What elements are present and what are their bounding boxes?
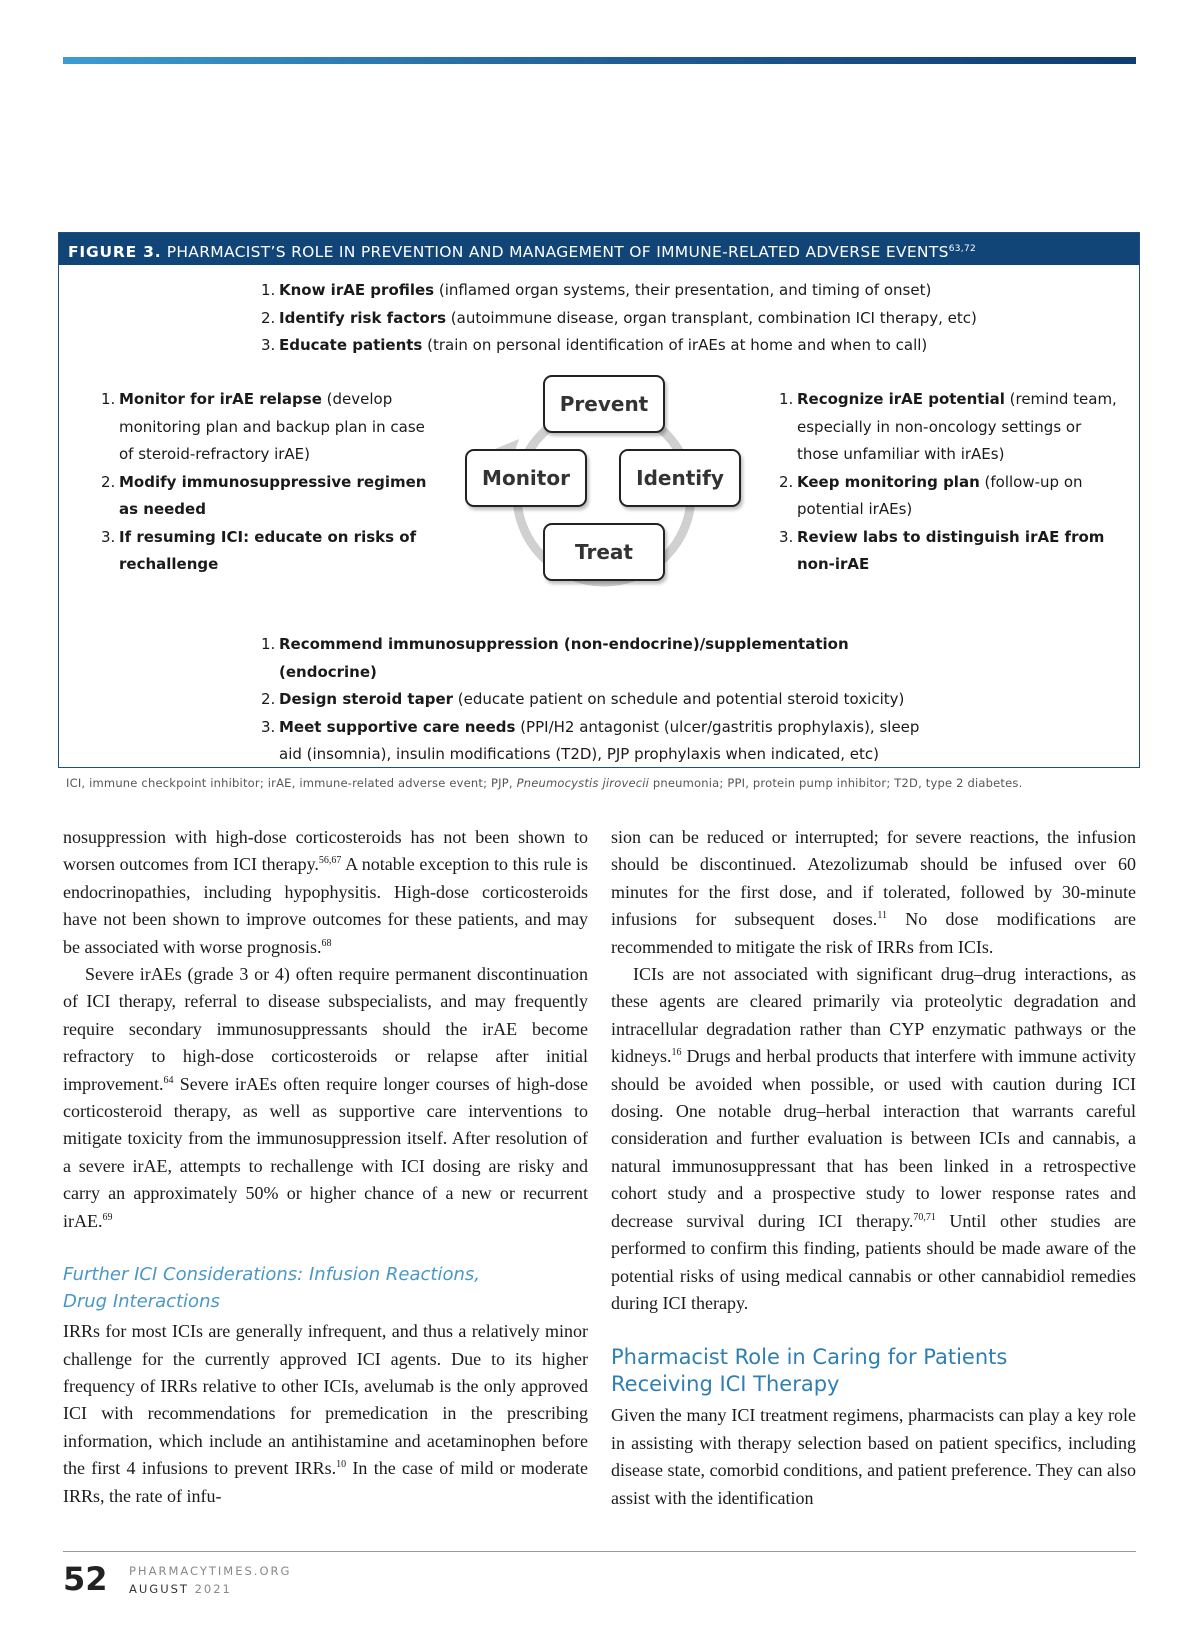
list-item: 1. Recommend immunosuppression (non-endocrine)/supplementation (endocrine): [261, 635, 849, 681]
prevent-identify-treat-monitor-cycle: [459, 383, 749, 607]
list-item: 3. Meet supportive care needs (PPI/H2 antagonist (ulcer/gastritis prophylaxis), sleep aid (insomnia), insulin modifications (T2D), PJP prophylaxis when indicated, etc): [261, 717, 920, 763]
paragraph: Given the many ICI treatment regimens, pharmacists can play a key role in assisting with therapy selection based on patient specifics, including disease state, comorbid conditions, and patient preference. They can also assist with the identification: [611, 1405, 1136, 1508]
list-item: 1. Monitor for irAE relapse (develop monitoring plan and backup plan in case of steroid-refractory irAE): [101, 390, 425, 463]
publication-site: PHARMACYTIMES.ORG: [129, 1564, 292, 1578]
list-item: 2. Design steroid taper (educate patient on schedule and potential steroid toxicity): [261, 690, 905, 708]
list-item: 1. Know irAE profiles (inflamed organ systems, their presentation, and timing of onset): [261, 281, 932, 299]
identify-node: Identify: [619, 449, 741, 507]
list-item: 2. Modify immunosuppressive regimen as needed: [101, 472, 427, 518]
paragraph: sion can be reduced or interrupted; for severe reactions, the infusion should be discontinued. Atezolizumab should be infused over 60 minutes for the first dose, and if tolerated, followed by 30-minute infusions for subsequent doses.$^{11}$ No dose modifications are recommended to mitigate the risk of IRRs from ICIs.: [611, 827, 1136, 957]
figure-3: [58, 232, 1140, 768]
paragraph: IRRs for most ICIs are generally infrequent, and thus a relatively minor challenge for the currently approved ICI agents. Due to its higher frequency of IRRs relative to other ICIs, avelumab is the only approved ICI with recommendations for premedication in the prescribing information, which include an antihistamine and acetaminophen before the first 4 infusions to prevent IRRs.$^{10}$ In the case of mild or moderate IRRs, the rate of infu-: [63, 1321, 588, 1506]
text-column-right: [611, 824, 1136, 1512]
list-item: 3. If resuming ICI: educate on risks of rechallenge: [101, 527, 417, 573]
page-number: 52: [63, 1560, 108, 1598]
section-heading: Pharmacist Role in Caring for Patients Receiving ICI Therapy: [611, 1345, 1008, 1397]
monitor-node: Monitor: [465, 449, 587, 507]
figure-caption: ICI, immune checkpoint inhibitor; irAE, immune-related adverse event; PJP, Pneumocystis jirovecii pneumonia; PPI, protein pump inhibitor; T2D, type 2 diabetes.: [66, 776, 1023, 790]
paragraph: nosuppression with high-dose corticosteroids has not been shown to worsen outcomes from ICI therapy.$^{56,67}$ A notable exception to this rule is endocrinopathies, including hypophysitis. High-dose corticosteroids have not been shown to improve outcomes for these patients, and may be associated with worse prognosis.$^{68}$: [63, 827, 588, 957]
list-item: 2. Keep monitoring plan (follow-up on potential irAEs): [779, 472, 1083, 518]
section-subhead: Further ICI Considerations: Infusion Reactions, Drug Interactions: [63, 1264, 481, 1313]
paragraph: Severe irAEs (grade 3 or 4) often require permanent discontinuation of ICI therapy, referral to disease subspecialists, and may frequently require secondary immunosuppressants should the irAE become refractory to high-dose corticosteroids or relapse after initial improvement.$^{64}$ Severe irAEs often require longer courses of high-dose corticosteroid therapy, as well as supportive care interventions to mitigate toxicity from the immunosuppression itself. After resolution of a severe irAE, attempts to rechallenge with ICI dosing are risky and carry an approximately 50% or higher chance of a new or recurrent irAE.$^{69}$: [63, 964, 588, 1231]
top-accent-bar: [63, 57, 1136, 64]
publication-date: AUGUST 2021: [129, 1582, 232, 1596]
list-item: 3. Educate patients (train on personal identification of irAEs at home and when to call): [261, 336, 928, 354]
treat-list: [261, 631, 941, 769]
list-item: 3. Review labs to distinguish irAE from non-irAE: [779, 527, 1105, 573]
prevent-node: Prevent: [543, 375, 665, 433]
figure-title-refs: 63,72: [948, 244, 976, 254]
text-column-left: [63, 824, 588, 1510]
figure-title: PHARMACIST’S ROLE IN PREVENTION AND MANAGEMENT OF IMMUNE-RELATED ADVERSE EVENTS: [166, 243, 949, 261]
prevent-list: [261, 277, 1021, 360]
footer-rule: [63, 1551, 1136, 1552]
figure-label: FIGURE 3.: [68, 243, 162, 261]
identify-list: [779, 386, 1119, 579]
monitor-list: [101, 386, 431, 579]
figure-header: [59, 233, 1139, 265]
list-item: 1. Recognize irAE potential (remind team, especially in non-oncology settings or those unfamiliar with irAEs): [779, 390, 1117, 463]
paragraph: ICIs are not associated with significant drug–drug interactions, as these agents are cleared primarily via proteolytic degradation and intracellular degradation rather than CYP enzymatic pathways or the kidneys.$^{16}$ Drugs and herbal products that interfere with immune activity should be avoided when possible, or used with caution during ICI dosing. One notable drug–herbal interaction that warrants careful consideration and further evaluation is between ICIs and cannabis, a natural immunosuppressant that has been linked in a retrospective cohort study and a prospective study to lower response rates and decrease survival during ICI therapy.$^{70,71}$ Until other studies are performed to confirm this finding, patients should be made aware of the potential risks of using medical cannabis or other cannabidiol remedies during ICI therapy.: [611, 964, 1136, 1313]
list-item: 2. Identify risk factors (autoimmune disease, organ transplant, combination ICI therapy, etc): [261, 308, 977, 327]
treat-node: Treat: [543, 523, 665, 581]
